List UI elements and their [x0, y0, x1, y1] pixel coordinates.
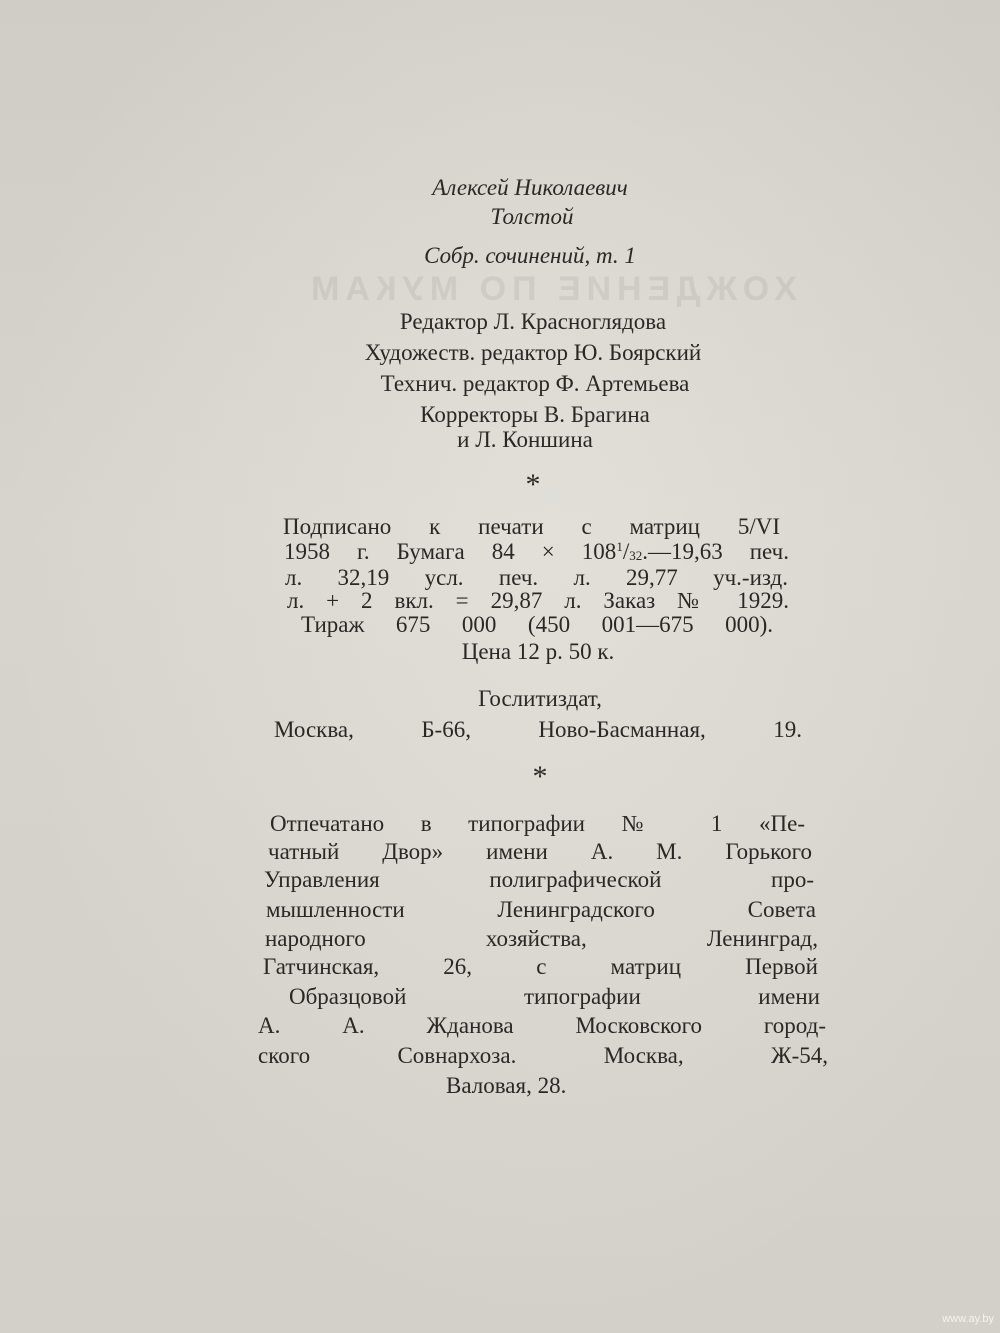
print-info-line: Подписано к печати с матриц 5/VI	[283, 514, 780, 539]
printer-line: А. А. Жданова Московского город-	[258, 1013, 826, 1038]
printer-line: Отпечатано в типографии № 1 «Пе-	[270, 811, 805, 836]
proofreaders-credit-cont: и Л. Коншина	[457, 427, 593, 452]
price: Цена 12 р. 50 к.	[461, 639, 615, 664]
print-info-line: 1958 г. Бумага $84 \times 108^1/_{32}.—19,63$ печ.	[284, 539, 789, 564]
site-watermark: www.ay.by	[942, 1313, 994, 1325]
printer-line: ского Совнархоза. Москва, Ж-54,	[258, 1043, 828, 1068]
printer-line: Валовая, 28.	[446, 1073, 567, 1098]
printer-line: мышленности Ленинградского Совета	[266, 897, 816, 922]
volume-title: Собр. сочинений, т. 1	[424, 243, 636, 268]
art-editor-credit: Художеств. редактор Ю. Боярский	[364, 340, 702, 365]
print-info-line: Тираж 675 000 (450 001—675 000).	[301, 612, 773, 637]
editor-credit: Редактор Л. Красноглядова	[399, 309, 667, 334]
tech-editor-credit: Технич. редактор Ф. Артемьева	[380, 371, 690, 396]
bleed-through-text: ХОЖДЕНИЕ ПО МУКАМ	[305, 270, 797, 308]
publisher-address: Москва, Б-66, Ново-Басманная, 19.	[274, 717, 802, 742]
separator-star: *	[525, 468, 541, 501]
printer-line: Образцовой типографии имени	[289, 984, 820, 1009]
printer-line: Гатчинская, 26, с матриц Первой	[263, 954, 818, 979]
print-info-line: л. + 2 вкл. = 29,87 л. Заказ № 1929.	[287, 588, 789, 613]
separator-star: *	[532, 760, 548, 793]
printer-line: чатный Двор» имени А. М. Горького	[268, 839, 812, 864]
printer-line: Управления полиграфической про-	[264, 867, 814, 892]
author-name: Алексей Николаевич	[432, 175, 628, 200]
proofreaders-credit: Корректоры В. Брагина	[420, 402, 650, 427]
publisher-name: Гослитиздат,	[478, 686, 602, 711]
author-surname: Толстой	[490, 204, 574, 229]
print-info-line: л. 32,19 усл. печ. л. 29,77 уч.-изд.	[285, 565, 788, 590]
printer-line: народного хозяйства, Ленинград,	[265, 926, 818, 951]
